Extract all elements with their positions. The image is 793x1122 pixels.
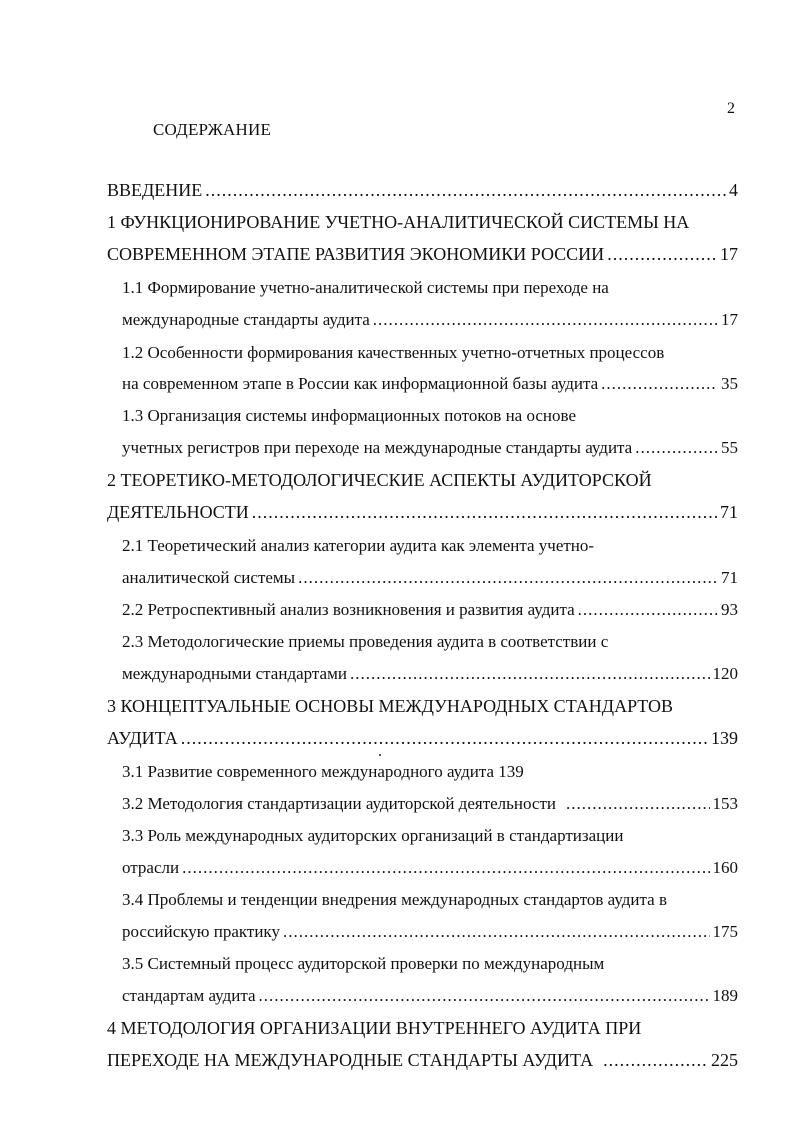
toc-leader-dots: [607, 242, 717, 266]
toc-entry-page: 153: [712, 794, 738, 813]
page-number: 2: [727, 100, 735, 117]
scan-speck: [379, 754, 381, 756]
toc-chapter-2[interactable]: [107, 500, 738, 524]
toc-entry-title: СОВРЕМЕННОМ ЭТАПЕ РАЗВИТИЯ ЭКОНОМИКИ РОССИИ: [107, 244, 605, 264]
toc-leader-dots: [298, 566, 718, 590]
toc-leader-dots: [635, 436, 718, 460]
toc-chapter-1[interactable]: [107, 242, 738, 266]
toc-section-2-3[interactable]: [122, 662, 738, 686]
toc-entry-title: стандартам аудита: [122, 986, 256, 1005]
toc-entry-page: 55: [721, 438, 738, 457]
toc-chapter-1-line1[interactable]: 1 ФУНКЦИОНИРОВАНИЕ УЧЕТНО-АНАЛИТИЧЕСКОЙ СИСТЕМЫ НА: [107, 212, 690, 232]
toc-entry-page: 120: [712, 664, 738, 683]
toc-entry-title: ПЕРЕХОДЕ НА МЕЖДУНАРОДНЫЕ СТАНДАРТЫ АУДИТА: [107, 1050, 594, 1070]
toc-leader-dots: [283, 920, 710, 944]
toc-section-1-2-line1[interactable]: 1.2 Особенности формирования качественных учетно-отчетных процессов: [122, 343, 665, 362]
toc-section-3-5-line1[interactable]: 3.5 Системный процесс аудиторской проверки по международным: [122, 954, 605, 973]
toc-entry-title: 2.2 Ретроспективный анализ возникновения и развития аудита: [122, 600, 575, 619]
toc-leader-dots: [578, 598, 718, 622]
toc-leader-dots: [205, 178, 726, 202]
toc-entry-page: 4: [729, 180, 738, 200]
toc-entry-page: 139: [711, 728, 738, 748]
toc-entry-page: 35: [721, 374, 738, 393]
toc-leader-dots: [566, 792, 710, 816]
toc-chapter-4[interactable]: [107, 1048, 738, 1072]
toc-section-2-3-line1[interactable]: 2.3 Методологические приемы проведения аудита в соответствии с: [122, 632, 609, 651]
toc-entry-title: АУДИТА: [107, 728, 178, 748]
toc-leader-dots: [181, 726, 708, 750]
toc-chapter-4-line1[interactable]: 4 МЕТОДОЛОГИЯ ОРГАНИЗАЦИИ ВНУТРЕННЕГО АУДИТА ПРИ: [107, 1018, 642, 1038]
toc-entry-page: 71: [721, 568, 738, 587]
toc-leader-dots: [601, 372, 718, 396]
toc-entry-title: учетных регистров при переходе на международные стандарты аудита: [122, 438, 633, 457]
toc-leader-dots: [182, 856, 709, 880]
toc-entry-page: 93: [721, 600, 738, 619]
toc-entry-title: международными стандартами: [122, 664, 347, 683]
toc-section-1-1[interactable]: [122, 308, 738, 332]
toc-section-2-1-line1[interactable]: 2.1 Теоретический анализ категории аудита как элемента учетно-: [122, 536, 595, 555]
toc-chapter-3[interactable]: [107, 726, 738, 750]
toc-chapter-2-line1[interactable]: 2 ТЕОРЕТИКО-МЕТОДОЛОГИЧЕСКИЕ АСПЕКТЫ АУДИТОРСКОЙ: [107, 470, 652, 490]
toc-chapter-3-line1[interactable]: 3 КОНЦЕПТУАЛЬНЫЕ ОСНОВЫ МЕЖДУНАРОДНЫХ СТАНДАРТОВ: [107, 696, 674, 716]
toc-leader-dots: [259, 984, 710, 1008]
toc-entry-page: 17: [720, 244, 738, 264]
toc-section-3-1[interactable]: 3.1 Развитие современного международного аудита 139: [122, 762, 524, 781]
toc-leader-dots: [252, 500, 717, 524]
toc-entry-intro[interactable]: [107, 178, 738, 202]
toc-entry-title: 3.2 Методология стандартизации аудиторской деятельности: [122, 794, 556, 813]
toc-section-2-1[interactable]: [122, 566, 738, 590]
toc-section-3-3-line1[interactable]: 3.3 Роль международных аудиторских организаций в стандартизации: [122, 826, 624, 845]
toc-leader-dots: [350, 662, 710, 686]
toc-section-2-2[interactable]: [122, 598, 738, 622]
toc-entry-page: 189: [712, 986, 738, 1005]
toc-section-3-4[interactable]: [122, 920, 738, 944]
toc-section-3-4-line1[interactable]: 3.4 Проблемы и тенденции внедрения международных стандартов аудита в: [122, 890, 667, 909]
toc-entry-page: 17: [721, 310, 738, 329]
toc-section-1-3-line1[interactable]: 1.3 Организация системы информационных потоков на основе: [122, 406, 576, 425]
toc-section-1-2[interactable]: [122, 372, 738, 396]
toc-entry-title: отрасли: [122, 858, 180, 877]
toc-entry-page: 160: [712, 858, 738, 877]
toc-entry-title: международные стандарты аудита: [122, 310, 370, 329]
toc-entry-page: 225: [711, 1050, 738, 1070]
toc-section-1-1-line1[interactable]: 1.1 Формирование учетно-аналитической системы при переходе на: [122, 278, 609, 297]
toc-section-1-3[interactable]: [122, 436, 738, 460]
toc-leader-dots: [603, 1048, 708, 1072]
toc-section-3-3[interactable]: [122, 856, 738, 880]
toc-leader-dots: [373, 308, 718, 332]
toc-section-3-5[interactable]: [122, 984, 738, 1008]
toc-entry-title: российскую практику: [122, 922, 280, 941]
toc-entry-page: 71: [720, 502, 738, 522]
toc-entry-page: 175: [712, 922, 738, 941]
toc-entry-title: ВВЕДЕНИЕ: [107, 180, 203, 200]
toc-section-3-2[interactable]: [122, 792, 738, 816]
toc-entry-title: на современном этапе в России как информационной базы аудита: [122, 374, 599, 393]
toc-entry-title: аналитической системы: [122, 568, 296, 587]
page-title: СОДЕРЖАНИЕ: [153, 120, 272, 139]
toc-entry-title: ДЕЯТЕЛЬНОСТИ: [107, 502, 249, 522]
